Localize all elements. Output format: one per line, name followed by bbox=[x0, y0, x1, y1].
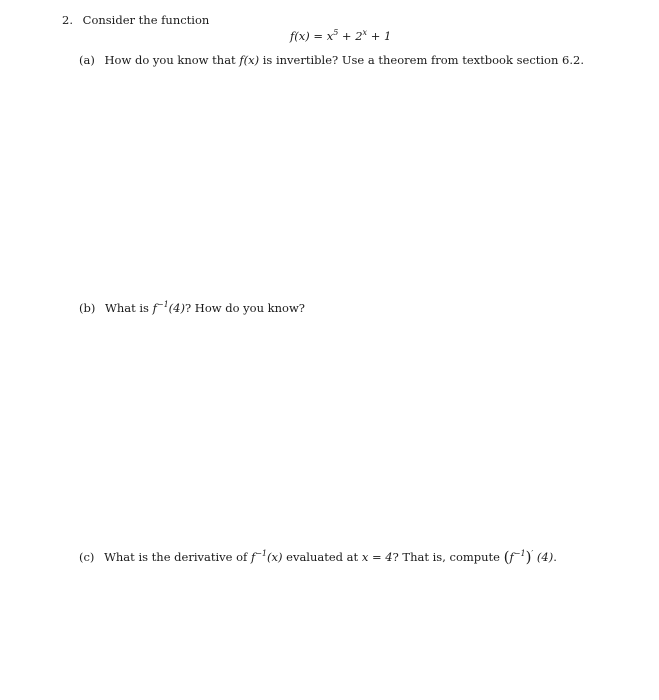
part-c-eq4: = 4 bbox=[368, 550, 393, 564]
equation-plus-1: + 1 bbox=[367, 29, 392, 43]
part-c-exp: −1 bbox=[255, 549, 268, 558]
part-b-text-1: What is bbox=[105, 301, 153, 315]
problem-header bbox=[62, 13, 209, 27]
equation-plus-2: + 2 bbox=[338, 29, 363, 43]
part-a-text-1: How do you know that bbox=[104, 53, 240, 67]
part-a-f: f bbox=[239, 53, 244, 67]
function-equation bbox=[290, 29, 391, 43]
part-b bbox=[79, 301, 305, 315]
part-a-text-2: is invertible? Use a theorem from textbook section 6.2. bbox=[259, 53, 584, 67]
part-b-f: f bbox=[152, 301, 157, 315]
part-c-text-1: What is the derivative of bbox=[104, 550, 251, 564]
part-c-prime: ′ bbox=[531, 549, 534, 558]
part-c-x: x bbox=[361, 550, 369, 564]
part-b-exp: −1 bbox=[156, 300, 169, 309]
part-a-arg: (x) bbox=[243, 53, 260, 67]
part-c-text-2: evaluated at bbox=[282, 550, 362, 564]
equation-equals: = bbox=[309, 29, 327, 43]
part-c-end: . bbox=[553, 550, 557, 564]
part-c-exp-2: −1 bbox=[513, 549, 526, 558]
part-c bbox=[79, 548, 557, 566]
equation-exp-x: x bbox=[362, 28, 368, 37]
problem-number: 2. bbox=[62, 13, 73, 27]
equation-lhs-arg: (x) bbox=[294, 29, 310, 43]
part-b-arg: (4) bbox=[168, 301, 185, 315]
problem-intro: Consider the function bbox=[82, 13, 210, 27]
part-c-right-paren: ) bbox=[525, 548, 532, 566]
equation-exp-5: 5 bbox=[333, 28, 339, 37]
equation-x: x bbox=[326, 29, 334, 43]
part-b-text-2: ? How do you know? bbox=[184, 301, 305, 315]
equation-lhs-f: f bbox=[290, 29, 295, 43]
part-c-left-paren: ( bbox=[503, 548, 510, 566]
part-c-arg-2: (4) bbox=[533, 550, 554, 564]
part-a-label: (a) bbox=[79, 53, 95, 67]
part-a bbox=[79, 53, 584, 67]
part-c-f: f bbox=[250, 550, 256, 564]
part-c-f-inverse: f bbox=[509, 550, 514, 564]
part-c-arg: (x) bbox=[267, 550, 283, 564]
part-c-label: (c) bbox=[79, 550, 95, 564]
part-c-text-3: ? That is, compute bbox=[392, 550, 504, 564]
part-b-label: (b) bbox=[79, 301, 96, 315]
